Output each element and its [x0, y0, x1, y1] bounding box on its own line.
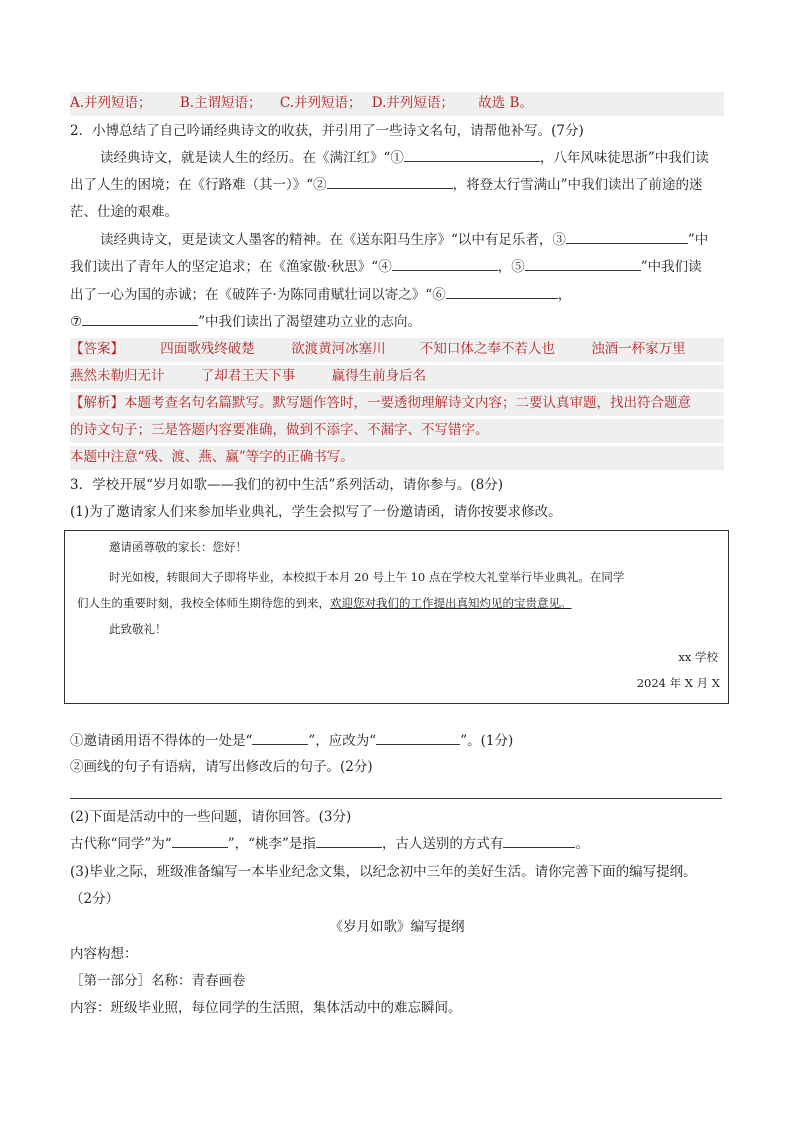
answer-tag: 【答案】 [70, 341, 124, 357]
blank-7[interactable] [82, 311, 198, 326]
q2-p2-line3: 出了一心为国的赤诚；在《破阵子·为陈同甫赋壮词以寄之》“⑥ ， [70, 284, 724, 308]
q2-p2-line1: 读经典诗文，更是读文人墨客的精神。在《送东阳马生序》“以中有足乐者，③ ”中 [100, 229, 724, 253]
blank-3[interactable] [566, 229, 688, 244]
blank-4[interactable] [392, 256, 498, 271]
q2-analysis-line1: 【解析】本题考查名句名篇默写。默写题作答时，一要透彻理解诗文内容；二要认真审题，找出符合题意 [70, 392, 724, 416]
outline-title: 《岁月如歌》编写提纲 [329, 919, 465, 935]
outline-line2: ［第一部分］名称：青春画卷 [70, 973, 246, 989]
blank-farewell-custom[interactable] [503, 833, 575, 848]
letter-greeting: 邀请函尊敬的家长：您好！ [109, 540, 247, 554]
analysis-tag: 【解析】 [70, 395, 124, 411]
q2-p2-line4: ⑦ ”中我们读出了渴望建功立业的志向。 [70, 311, 724, 335]
q3-1-b: ②画线的句子有语病，请写出修改后的句子。(2分) [70, 759, 373, 775]
q2-answer-line1: 【答案】 四面歌残终破楚 欲渡黄河冰塞川 不知口体之奉不若人也 浊酒一杯家万里 [70, 338, 724, 362]
option-a: A.并列短语； [70, 95, 152, 111]
q1-answer-options [70, 92, 724, 116]
blank-1[interactable] [404, 147, 540, 162]
letter-closing: 此致敬礼！ [109, 622, 167, 636]
underlined-sentence: 欢迎您对我们的工作提出真知灼见的宝贵意见。 [330, 596, 572, 610]
outline-line3: 内容：班级毕业照，每位同学的生活照，集体活动中的难忘瞬间。 [70, 1000, 462, 1016]
letter-body-line2: 们人生的重要时刻，我校全体师生期待您的到来，欢迎您对我们的工作提出真知灼见的宝贵意见。 [77, 596, 572, 610]
q2-p1-line2: 出了人生的困境；在《行路难（其一）》“② ，将登太行雪满山”中我们读出了前途的迷 [70, 174, 724, 198]
blank-2[interactable] [327, 174, 453, 189]
option-d: D.并列短语； [371, 95, 454, 111]
q3-sub2-question: 古代称“同学”为“ ”，“桃李”是指 ，古人送别的方式有 。 [70, 833, 724, 857]
letter-date: 2024 年 X 月 X [636, 676, 720, 690]
q2-p2-line2: 我们读出了青年人的坚定追求；在《渔家傲·秋思》“④ ，⑤ ”中我们读 [70, 256, 724, 280]
option-c: C.并列短语； [279, 95, 362, 111]
blank-6[interactable] [446, 284, 558, 299]
blank-corrected-word[interactable] [376, 730, 460, 745]
outline-line1: 内容构想： [70, 946, 138, 962]
blank-5[interactable] [525, 256, 641, 271]
q3-1-a: ①邀请函用语不得体的一处是“ ”，应改为“ ”。(1分) [70, 730, 724, 754]
q3-sub1: (1)为了邀请家人们来参加毕业典礼，学生会拟写了一份邀请函，请你按要求修改。 [70, 504, 562, 520]
blank-taoli-meaning[interactable] [316, 833, 382, 848]
q2-analysis-line2: 的诗文句子；三是答题内容要准确，做到不添字、不漏字、不写错字。 [70, 419, 724, 443]
blank-classmate-term[interactable] [172, 833, 228, 848]
q3-stem: 3．学校开展“岁月如歌——我们的初中生活”系列活动，请你参与。(8分) [70, 477, 504, 493]
q2-answer-line2: 燕然未勒归无计 了却君王天下事 赢得生前身后名 [70, 365, 724, 389]
invitation-letter-box [64, 530, 729, 704]
blank-inappropriate-word[interactable] [252, 730, 308, 745]
letter-signer: xx 学校 [678, 650, 718, 664]
q3-sub3-line2: （2分） [70, 891, 120, 907]
answer-conclusion: 故选 B。 [478, 95, 533, 111]
q2-p1-line3: 茫、仕途的艰难。 [70, 204, 178, 220]
q2-p1-line1: 读经典诗文，就是读人生的经历。在《满江红》“① ，八年风味徒思浙”中我们读 [100, 147, 724, 171]
q2-analysis-line3: 本题中注意“残、渡、燕、赢”等字的正确书写。 [70, 446, 724, 470]
q3-sub2: (2)下面是活动中的一些问题，请你回答。(3分) [70, 809, 352, 825]
q2-stem: 2．小博总结了自己吟诵经典诗文的收获，并引用了一些诗文名句，请帮他补写。(7分) [70, 123, 584, 139]
option-b: B.主谓短语； [179, 95, 262, 111]
answer-line[interactable] [70, 798, 722, 799]
letter-body-line1: 时光如梭，转眼间大子即将毕业，本校拟于本月 20 号上午 10 点在学校大礼堂举行毕业典礼。在同学 [109, 570, 625, 584]
q3-sub3-line1: (3)毕业之际，班级准备编写一本毕业纪念文集，以纪念初中三年的美好生活。请你完善下面的编写提纲。 [70, 864, 697, 880]
